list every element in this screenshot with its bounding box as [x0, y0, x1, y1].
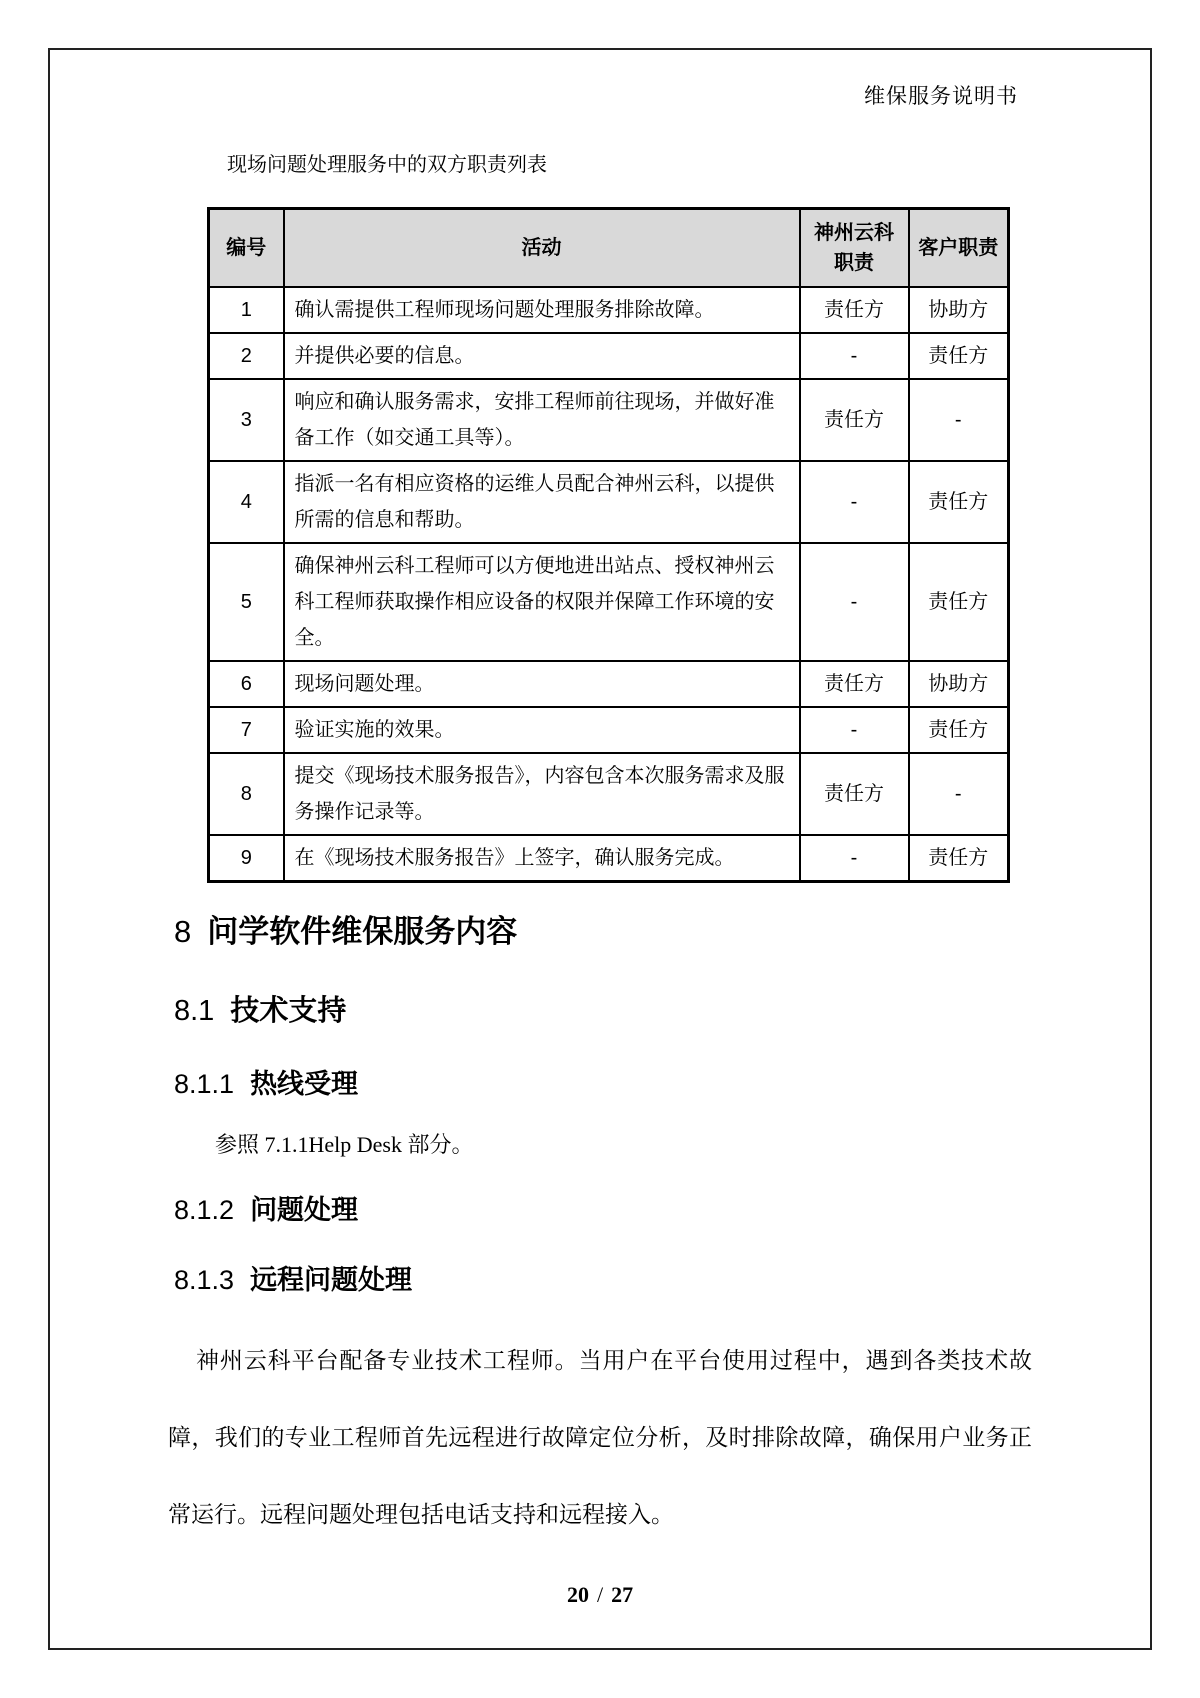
section-heading-8-1-3 [174, 1258, 412, 1297]
customer-duty-cell: - [909, 753, 1009, 835]
header-customer-duty: 客户职责 [909, 209, 1009, 288]
row-number: 9 [209, 835, 284, 882]
row-number: 7 [209, 707, 284, 753]
row-number: 4 [209, 461, 284, 543]
table-row [209, 707, 1009, 753]
section-title: 问题处理 [250, 1195, 359, 1225]
section-number: 8.1.2 [174, 1195, 235, 1225]
activity-cell: 响应和确认服务需求，安排工程师前往现场，并做好准备工作（如交通工具等）。 [284, 379, 800, 461]
activity-cell: 现场问题处理。 [284, 661, 800, 707]
activity-cell: 指派一名有相应资格的运维人员配合神州云科，以提供所需的信息和帮助。 [284, 461, 800, 543]
activity-cell: 确保神州云科工程师可以方便地进出站点、授权神州云科工程师获取操作相应设备的权限并保障工作环境的安全。 [284, 543, 800, 661]
row-number: 6 [209, 661, 284, 707]
document-header-title: 维保服务说明书 [864, 84, 1018, 108]
customer-duty-cell: 责任方 [909, 461, 1009, 543]
footer-page-number: 20 [566, 1582, 589, 1607]
szyk-duty-cell: - [800, 707, 909, 753]
row-number: 3 [209, 379, 284, 461]
table-row [209, 461, 1009, 543]
section-title: 远程问题处理 [250, 1265, 413, 1295]
table-header-row [209, 209, 1009, 288]
customer-duty-cell: 责任方 [909, 835, 1009, 882]
footer-separator: / [596, 1582, 604, 1607]
header-szyk-line2: 职责 [834, 252, 874, 274]
szyk-duty-cell: 责任方 [800, 661, 909, 707]
table-row [209, 835, 1009, 882]
section-number: 8.1.3 [174, 1265, 235, 1295]
customer-duty-cell: 责任方 [909, 333, 1009, 379]
header-activity: 活动 [284, 209, 800, 288]
table-row [209, 287, 1009, 333]
customer-duty-cell: 协助方 [909, 661, 1009, 707]
header-szyk-line1: 神州云科 [814, 222, 894, 244]
szyk-duty-cell: - [800, 461, 909, 543]
header-no: 编号 [209, 209, 284, 288]
szyk-duty-cell: 责任方 [800, 287, 909, 333]
activity-cell: 提交《现场技术服务报告》，内容包含本次服务需求及服务操作记录等。 [284, 753, 800, 835]
header-szyk-duty [800, 209, 909, 288]
section-heading-8-1-2 [174, 1188, 358, 1227]
row-number: 5 [209, 543, 284, 661]
table-row [209, 661, 1009, 707]
row-number: 8 [209, 753, 284, 835]
section-number: 8.1 [174, 995, 215, 1027]
responsibility-table [207, 207, 1010, 883]
section-title: 问学软件维保服务内容 [207, 914, 518, 949]
customer-duty-cell: - [909, 379, 1009, 461]
reference-paragraph: 参照 7.1.1Help Desk 部分。 [215, 1132, 474, 1157]
page-footer [0, 1582, 1200, 1608]
szyk-duty-cell: 责任方 [800, 753, 909, 835]
activity-cell: 验证实施的效果。 [284, 707, 800, 753]
customer-duty-cell: 责任方 [909, 707, 1009, 753]
row-number: 1 [209, 287, 284, 333]
table-row [209, 333, 1009, 379]
activity-cell: 确认需提供工程师现场问题处理服务排除故障。 [284, 287, 800, 333]
section-number: 8.1.1 [174, 1069, 235, 1099]
section-title: 热线受理 [250, 1069, 359, 1099]
body-paragraph: 神州云科平台配备专业技术工程师。当用户在平台使用过程中，遇到各类技术故障，我们的专业工程师首先远程进行故障定位分析，及时排除故障，确保用户业务正常运行。远程问题处理包括电话支持和远程接入。 [168, 1347, 1032, 1527]
customer-duty-cell: 协助方 [909, 287, 1009, 333]
table-row [209, 753, 1009, 835]
section-heading-8 [174, 906, 517, 951]
customer-duty-cell: 责任方 [909, 543, 1009, 661]
szyk-duty-cell: - [800, 835, 909, 882]
activity-cell: 并提供必要的信息。 [284, 333, 800, 379]
table-caption: 现场问题处理服务中的双方职责列表 [227, 154, 547, 176]
activity-cell: 在《现场技术服务报告》上签字，确认服务完成。 [284, 835, 800, 882]
szyk-duty-cell: - [800, 543, 909, 661]
szyk-duty-cell: 责任方 [800, 379, 909, 461]
row-number: 2 [209, 333, 284, 379]
section-title: 技术支持 [230, 995, 347, 1027]
section-heading-8-1 [174, 988, 346, 1029]
table-row [209, 543, 1009, 661]
section-heading-8-1-1 [174, 1062, 358, 1101]
szyk-duty-cell: - [800, 333, 909, 379]
footer-total-pages: 27 [611, 1582, 634, 1607]
table-row [209, 379, 1009, 461]
section-number: 8 [174, 914, 192, 949]
